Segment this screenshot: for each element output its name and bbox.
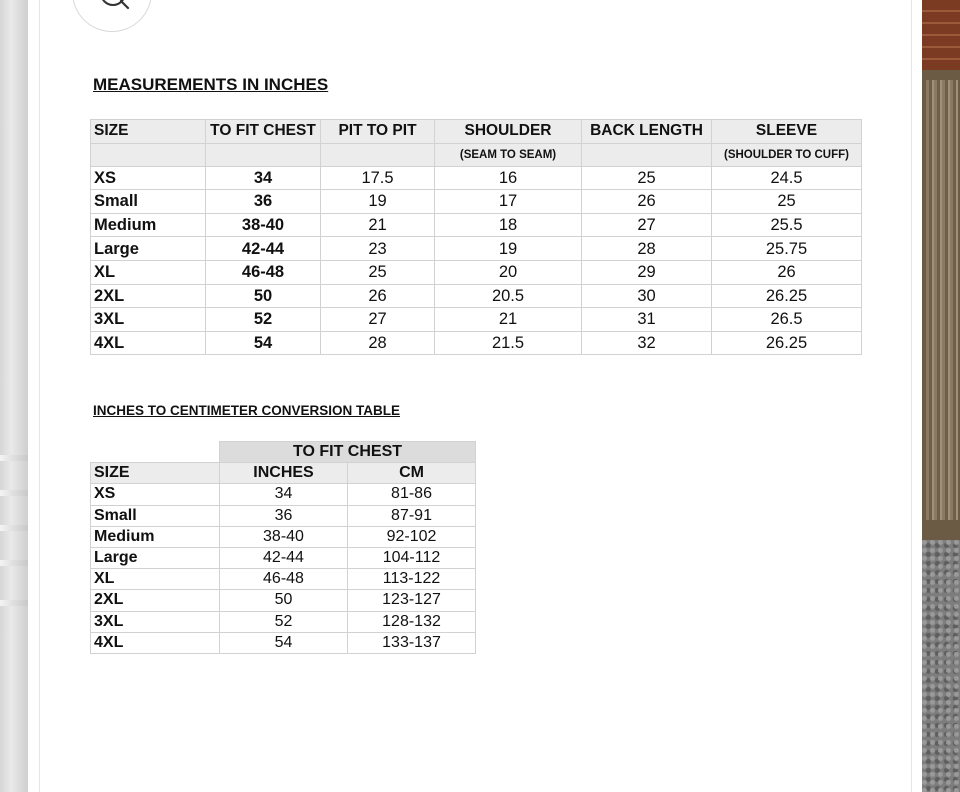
sleeve-cell: 25.75 xyxy=(712,237,862,261)
cm-cell: 92-102 xyxy=(348,526,476,547)
back-length-cell: 25 xyxy=(582,166,712,190)
header-inches: INCHES xyxy=(220,463,348,484)
sleeve-cell: 25.5 xyxy=(712,213,862,237)
table-group-header-row xyxy=(91,442,476,463)
size-cell: Small xyxy=(91,505,220,526)
blank-cell xyxy=(91,442,220,463)
wooden-door xyxy=(926,80,958,520)
table-row xyxy=(91,308,862,332)
table-row xyxy=(91,331,862,355)
fabric-fold xyxy=(0,490,28,496)
back-length-cell: 29 xyxy=(582,260,712,284)
table-row xyxy=(91,284,862,308)
shoulder-cell: 17 xyxy=(435,190,582,214)
cm-cell: 104-112 xyxy=(348,547,476,568)
size-cell: Small xyxy=(91,190,206,214)
inches-cell: 42-44 xyxy=(220,547,348,568)
sleeve-cell: 26.25 xyxy=(712,331,862,355)
header-pit-to-pit: PIT TO PIT xyxy=(321,120,435,144)
shoulder-cell: 16 xyxy=(435,166,582,190)
gravel-ground xyxy=(922,540,960,792)
table-row xyxy=(91,237,862,261)
subheader-seam-to-seam: (SEAM TO SEAM) xyxy=(435,143,582,166)
cm-cell: 87-91 xyxy=(348,505,476,526)
chest-cell: 38-40 xyxy=(206,213,321,237)
chest-cell: 34 xyxy=(206,166,321,190)
pit-cell: 25 xyxy=(321,260,435,284)
shoulder-cell: 20.5 xyxy=(435,284,582,308)
sleeve-cell: 26.5 xyxy=(712,308,862,332)
table-row xyxy=(91,526,476,547)
fabric-fold xyxy=(0,560,28,566)
table-row xyxy=(91,260,862,284)
inches-cell: 36 xyxy=(220,505,348,526)
inches-cell: 34 xyxy=(220,484,348,505)
size-cell: 4XL xyxy=(91,331,206,355)
fabric-fold xyxy=(0,525,28,531)
measurements-table xyxy=(90,119,862,355)
inches-cell: 38-40 xyxy=(220,526,348,547)
inches-cell: 46-48 xyxy=(220,569,348,590)
size-cell: Large xyxy=(91,237,206,261)
cm-cell: 81-86 xyxy=(348,484,476,505)
table-row xyxy=(91,484,476,505)
brick-wall xyxy=(922,0,960,70)
sleeve-cell: 25 xyxy=(712,190,862,214)
size-cell: 3XL xyxy=(91,308,206,332)
chest-cell: 50 xyxy=(206,284,321,308)
back-length-cell: 27 xyxy=(582,213,712,237)
size-cell: 2XL xyxy=(91,284,206,308)
subheader-shoulder-to-cuff: (SHOULDER TO CUFF) xyxy=(712,143,862,166)
conversion-table xyxy=(90,441,476,654)
pit-cell: 17.5 xyxy=(321,166,435,190)
header-size: SIZE xyxy=(91,463,220,484)
table-header-row xyxy=(91,120,862,144)
table-subheader-row xyxy=(91,143,862,166)
measurements-title: MEASUREMENTS IN INCHES xyxy=(93,75,329,94)
table-row xyxy=(91,166,862,190)
table-row xyxy=(91,590,476,611)
background-photo-right xyxy=(922,0,960,792)
size-cell: 4XL xyxy=(91,632,220,653)
shoulder-cell: 19 xyxy=(435,237,582,261)
table-row xyxy=(91,190,862,214)
pit-cell: 21 xyxy=(321,213,435,237)
shoulder-cell: 21 xyxy=(435,308,582,332)
back-length-cell: 26 xyxy=(582,190,712,214)
chest-cell: 52 xyxy=(206,308,321,332)
pit-cell: 28 xyxy=(321,331,435,355)
header-sleeve: SLEEVE xyxy=(712,120,862,144)
inches-cell: 54 xyxy=(220,632,348,653)
inches-cell: 50 xyxy=(220,590,348,611)
fabric-fold xyxy=(0,455,28,461)
pit-cell: 27 xyxy=(321,308,435,332)
sleeve-cell: 26 xyxy=(712,260,862,284)
chest-cell: 46-48 xyxy=(206,260,321,284)
sleeve-cell: 26.25 xyxy=(712,284,862,308)
table-row xyxy=(91,547,476,568)
back-length-cell: 31 xyxy=(582,308,712,332)
table-row xyxy=(91,213,862,237)
pit-cell: 26 xyxy=(321,284,435,308)
inches-cell: 52 xyxy=(220,611,348,632)
size-cell: 2XL xyxy=(91,590,220,611)
table-row xyxy=(91,611,476,632)
background-photo-left xyxy=(0,0,28,792)
table-row xyxy=(91,632,476,653)
header-cm: CM xyxy=(348,463,476,484)
subheader-cell xyxy=(321,143,435,166)
shoulder-cell: 20 xyxy=(435,260,582,284)
fabric-fold xyxy=(0,600,28,606)
size-cell: Medium xyxy=(91,526,220,547)
cm-cell: 113-122 xyxy=(348,569,476,590)
size-cell: Medium xyxy=(91,213,206,237)
table-row xyxy=(91,505,476,526)
table-header-row xyxy=(91,463,476,484)
pit-cell: 19 xyxy=(321,190,435,214)
conversion-title: INCHES TO CENTIMETER CONVERSION TABLE xyxy=(93,403,401,418)
table-row xyxy=(91,569,476,590)
subheader-cell xyxy=(91,143,206,166)
header-to-fit-chest: TO FIT CHEST xyxy=(206,120,321,144)
sleeve-cell: 24.5 xyxy=(712,166,862,190)
search-icon xyxy=(99,0,131,29)
size-cell: XS xyxy=(91,166,206,190)
size-cell: XS xyxy=(91,484,220,505)
back-length-cell: 32 xyxy=(582,331,712,355)
cm-cell: 133-137 xyxy=(348,632,476,653)
header-back-length: BACK LENGTH xyxy=(582,120,712,144)
chest-cell: 36 xyxy=(206,190,321,214)
back-length-cell: 30 xyxy=(582,284,712,308)
size-cell: XL xyxy=(91,569,220,590)
pit-cell: 23 xyxy=(321,237,435,261)
shoulder-cell: 18 xyxy=(435,213,582,237)
size-cell: 3XL xyxy=(91,611,220,632)
subheader-cell xyxy=(206,143,321,166)
cm-cell: 123-127 xyxy=(348,590,476,611)
chest-cell: 42-44 xyxy=(206,237,321,261)
header-size: SIZE xyxy=(91,120,206,144)
subheader-cell xyxy=(582,143,712,166)
shoulder-cell: 21.5 xyxy=(435,331,582,355)
back-length-cell: 28 xyxy=(582,237,712,261)
group-header-to-fit-chest: TO FIT CHEST xyxy=(220,442,476,463)
chest-cell: 54 xyxy=(206,331,321,355)
header-shoulder: SHOULDER xyxy=(435,120,582,144)
size-cell: Large xyxy=(91,547,220,568)
size-cell: XL xyxy=(91,260,206,284)
cm-cell: 128-132 xyxy=(348,611,476,632)
